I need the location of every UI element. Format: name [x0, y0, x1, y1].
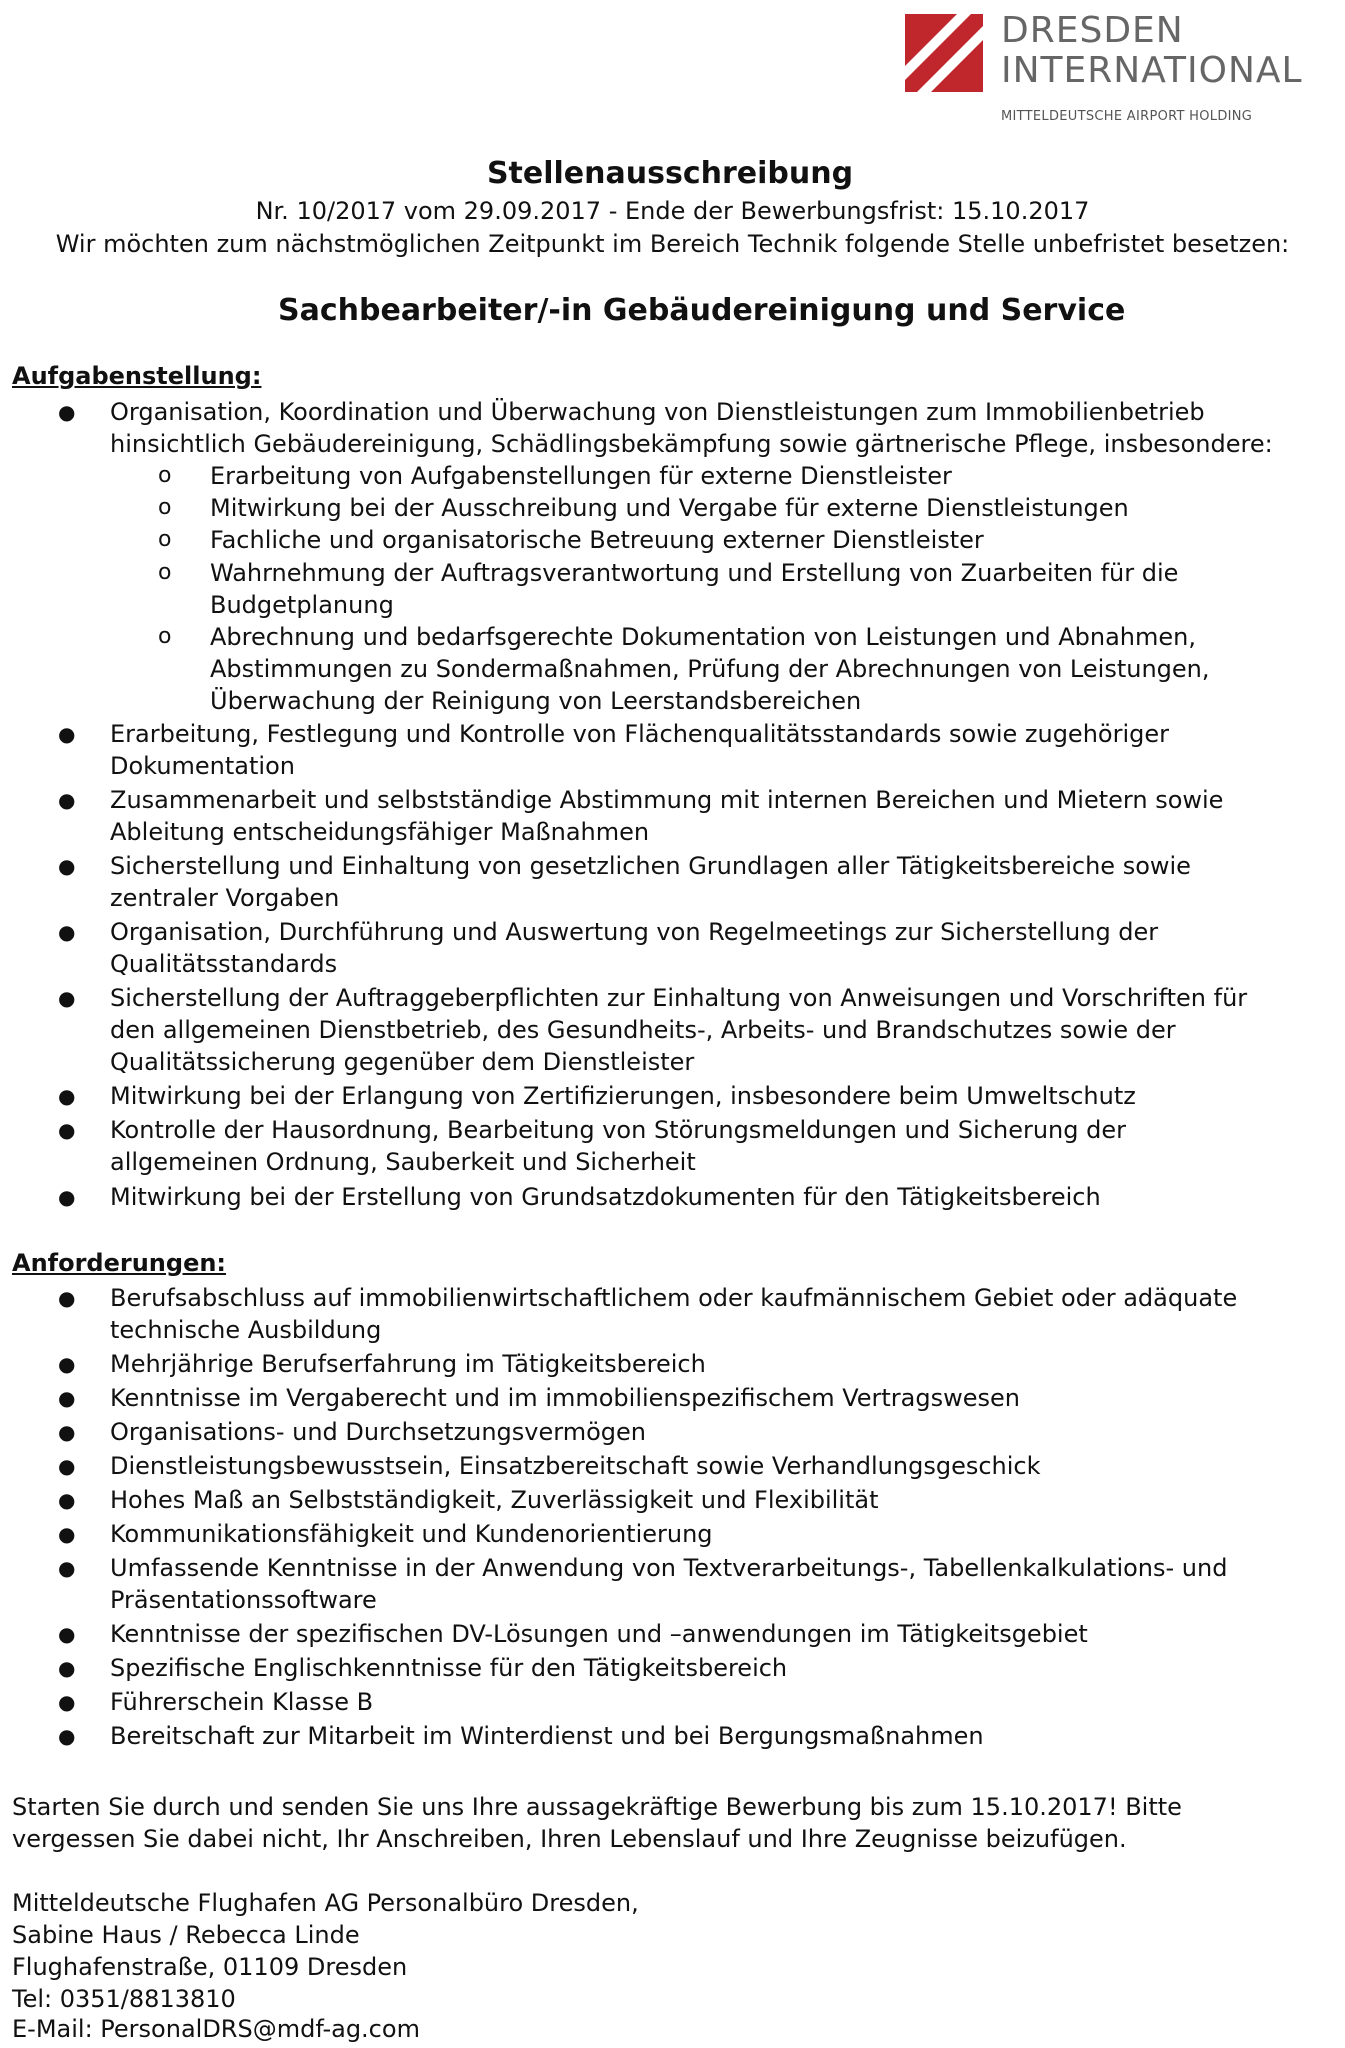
bullet-icon: ●: [58, 1454, 76, 1478]
list-item: Umfassende Kenntnisse in der Anwendung von Textverarbeitungs-, Tabellenkalkulations- und: [110, 1554, 1228, 1582]
bullet-icon: ●: [58, 1522, 76, 1546]
list-item: Mitwirkung bei der Erstellung von Grundsatzdokumenten für den Tätigkeitsbereich: [110, 1183, 1101, 1211]
page-title: Stellenausschreibung: [486, 156, 854, 191]
list-item: Spezifische Englischkenntnisse für den Tätigkeitsbereich: [110, 1654, 788, 1682]
list-item: Ableitung entscheidungsfähiger Maßnahmen: [110, 818, 650, 846]
bullet-icon: ●: [58, 920, 76, 944]
bullet-icon: ●: [58, 788, 76, 812]
bullet-icon: ●: [58, 1185, 76, 1209]
bullet-icon: ●: [58, 1420, 76, 1444]
tasks-heading: Aufgabenstellung:: [12, 362, 262, 390]
sub-list-item: Wahrnehmung der Auftragsverantwortung und Erstellung von Zuarbeiten für die: [210, 559, 1179, 587]
bullet-icon: ●: [58, 1286, 76, 1310]
list-item: technische Ausbildung: [110, 1316, 382, 1344]
list-item: Qualitätssicherung gegenüber dem Dienstleister: [110, 1048, 695, 1076]
posting-number-line: Nr. 10/2017 vom 29.09.2017 - Ende der Bewerbungsfrist: 15.10.2017: [255, 197, 1090, 225]
list-item: Führerschein Klasse B: [110, 1688, 374, 1716]
list-item: den allgemeinen Dienstbetrieb, des Gesundheits-, Arbeits- und Brandschutzes sowie der: [110, 1016, 1176, 1044]
list-item: Dokumentation: [110, 752, 295, 780]
closing-line: Starten Sie durch und senden Sie uns Ihre aussagekräftige Bewerbung bis zum 15.10.2017! Bitte: [12, 1793, 1182, 1821]
list-item: hinsichtlich Gebäudereinigung, Schädlingsbekämpfung sowie gärtnerische Pflege, insbesondere:: [110, 430, 1273, 458]
bullet-icon: ●: [58, 1556, 76, 1580]
list-item: Qualitätsstandards: [110, 950, 338, 978]
list-item: Kontrolle der Hausordnung, Bearbeitung von Störungsmeldungen und Sicherung der: [110, 1116, 1126, 1144]
list-item: Kenntnisse der spezifischen DV-Lösungen und –anwendungen im Tätigkeitsgebiet: [110, 1620, 1088, 1648]
bullet-icon: ●: [58, 854, 76, 878]
sub-bullet-icon: o: [158, 463, 172, 488]
bullet-icon: ●: [58, 1118, 76, 1142]
list-item: Organisation, Koordination und Überwachung von Dienstleistungen zum Immobilienbetrieb: [110, 398, 1205, 426]
sub-bullet-icon: o: [158, 495, 172, 520]
sub-list-item: Abrechnung und bedarfsgerechte Dokumentation von Leistungen und Abnahmen,: [210, 623, 1196, 651]
job-title: Sachbearbeiter/-in Gebäudereinigung und Service: [278, 293, 1126, 328]
intro-text: Wir möchten zum nächstmöglichen Zeitpunkt im Bereich Technik folgende Stelle unbefristet besetzen:: [55, 230, 1290, 258]
sub-list-item: Mitwirkung bei der Ausschreibung und Vergabe für externe Dienstleistungen: [210, 494, 1129, 522]
list-item: Mehrjährige Berufserfahrung im Tätigkeitsbereich: [110, 1350, 706, 1378]
sub-list-item: Abstimmungen zu Sondermaßnahmen, Prüfung der Abrechnungen von Leistungen,: [210, 655, 1210, 683]
bullet-icon: ●: [58, 1352, 76, 1376]
contact-phone: Tel: 0351/8813810: [12, 1985, 236, 2013]
contact-names: Sabine Haus / Rebecca Linde: [12, 1921, 360, 1949]
list-item: allgemeinen Ordnung, Sauberkeit und Sicherheit: [110, 1148, 696, 1176]
bullet-icon: ●: [58, 400, 76, 424]
bullet-icon: ●: [58, 1488, 76, 1512]
list-item: Erarbeitung, Festlegung und Kontrolle von Flächenqualitätsstandards sowie zugehöriger: [110, 720, 1169, 748]
list-item: Bereitschaft zur Mitarbeit im Winterdienst und bei Bergungsmaßnahmen: [110, 1722, 984, 1750]
sub-bullet-icon: o: [158, 527, 172, 552]
bullet-icon: ●: [58, 1690, 76, 1714]
bullet-icon: ●: [58, 1386, 76, 1410]
list-item: Zusammenarbeit und selbstständige Abstimmung mit internen Bereichen und Mietern sowie: [110, 786, 1224, 814]
logo-text-dresden: DRESDEN: [1001, 10, 1184, 51]
list-item: Präsentationssoftware: [110, 1586, 377, 1614]
list-item: Dienstleistungsbewusstsein, Einsatzbereitschaft sowie Verhandlungsgeschick: [110, 1452, 1041, 1480]
list-item: Sicherstellung und Einhaltung von gesetzlichen Grundlagen aller Tätigkeitsbereiche sowie: [110, 852, 1191, 880]
bullet-icon: ●: [58, 1622, 76, 1646]
sub-list-item: Fachliche und organisatorische Betreuung externer Dienstleister: [210, 526, 984, 554]
sub-bullet-icon: o: [158, 624, 172, 649]
list-item: Organisation, Durchführung und Auswertung von Regelmeetings zur Sicherstellung der: [110, 918, 1159, 946]
bullet-icon: ●: [58, 1656, 76, 1680]
list-item: Hohes Maß an Selbstständigkeit, Zuverlässigkeit und Flexibilität: [110, 1486, 879, 1514]
sub-list-item: Erarbeitung von Aufgabenstellungen für externe Dienstleister: [210, 462, 952, 490]
list-item: Mitwirkung bei der Erlangung von Zertifizierungen, insbesondere beim Umweltschutz: [110, 1082, 1136, 1110]
sub-list-item: Budgetplanung: [210, 591, 394, 619]
list-item: Berufsabschluss auf immobilienwirtschaftlichem oder kaufmännischem Gebiet oder adäquate: [110, 1284, 1238, 1312]
list-item: Kenntnisse im Vergaberecht und im immobilienspezifischem Vertragswesen: [110, 1384, 1020, 1412]
bullet-icon: ●: [58, 986, 76, 1010]
logo-subtitle: MITTELDEUTSCHE AIRPORT HOLDING: [1001, 109, 1253, 124]
contact-address: Flughafenstraße, 01109 Dresden: [12, 1953, 408, 1981]
dresden-international-logo: [905, 10, 1325, 130]
logo-text-international: INTERNATIONAL: [1001, 50, 1303, 91]
contact-company: Mitteldeutsche Flughafen AG Personalbüro Dresden,: [12, 1889, 639, 1917]
sub-list-item: Überwachung der Reinigung von Leerstandsbereichen: [210, 687, 862, 715]
contact-email[interactable]: E-Mail: PersonalDRS@mdf-ag.com: [12, 2015, 420, 2043]
bullet-icon: ●: [58, 1724, 76, 1748]
list-item: Kommunikationsfähigkeit und Kundenorientierung: [110, 1520, 713, 1548]
list-item: Organisations- und Durchsetzungsvermögen: [110, 1418, 646, 1446]
closing-line: vergessen Sie dabei nicht, Ihr Anschreiben, Ihren Lebenslauf und Ihre Zeugnisse beizufügen.: [12, 1825, 1127, 1853]
bullet-icon: ●: [58, 722, 76, 746]
list-item: Sicherstellung der Auftraggeberpflichten zur Einhaltung von Anweisungen und Vorschriften für: [110, 984, 1248, 1012]
list-item: zentraler Vorgaben: [110, 884, 340, 912]
bullet-icon: ●: [58, 1084, 76, 1108]
sub-bullet-icon: o: [158, 560, 172, 585]
airport-logo-mark-icon: [905, 14, 983, 92]
requirements-heading: Anforderungen:: [12, 1249, 227, 1277]
